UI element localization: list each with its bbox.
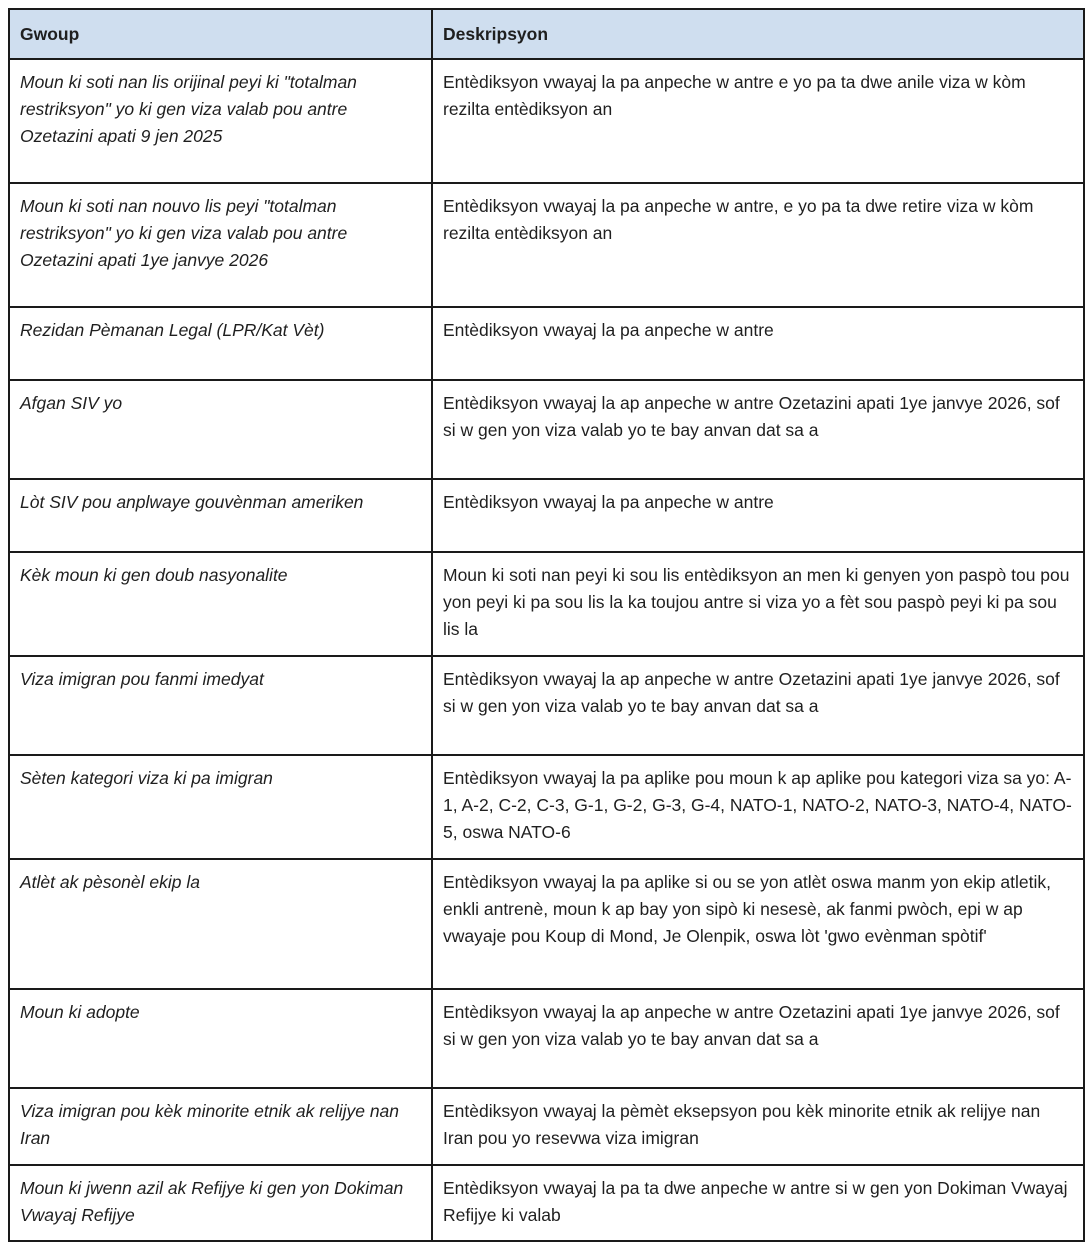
table-header-row — [9, 9, 1084, 59]
group-cell: Moun ki jwenn azil ak Refijye ki gen yon Dokiman Vwayaj Refijye — [9, 1165, 432, 1241]
header-group: Gwoup — [9, 9, 432, 59]
table-row — [9, 989, 1084, 1088]
table-row — [9, 859, 1084, 989]
group-cell: Moun ki soti nan lis orijinal peyi ki "totalman restriksyon" yo ki gen viza valab pou antre Ozetazini apati 9 jen 2025 — [9, 59, 432, 183]
group-cell: Kèk moun ki gen doub nasyonalite — [9, 552, 432, 656]
table-row — [9, 479, 1084, 552]
table-row — [9, 59, 1084, 183]
exemptions-table — [8, 8, 1085, 1242]
table-row — [9, 307, 1084, 380]
table-row — [9, 1165, 1084, 1241]
description-cell: Entèdiksyon vwayaj la ap anpeche w antre Ozetazini apati 1ye janvye 2026, sof si w gen yon viza valab yo te bay anvan dat sa a — [432, 380, 1084, 479]
table-row — [9, 380, 1084, 479]
group-cell: Sèten kategori viza ki pa imigran — [9, 755, 432, 859]
group-cell: Moun ki soti nan nouvo lis peyi "totalman restriksyon" yo ki gen viza valab pou antre Ozetazini apati 1ye janvye 2026 — [9, 183, 432, 307]
group-cell: Rezidan Pèmanan Legal (LPR/Kat Vèt) — [9, 307, 432, 380]
description-cell: Entèdiksyon vwayaj la pa anpeche w antre e yo pa ta dwe anile viza w kòm rezilta entèdiksyon an — [432, 59, 1084, 183]
description-cell: Entèdiksyon vwayaj la ap anpeche w antre Ozetazini apati 1ye janvye 2026, sof si w gen yon viza valab yo te bay anvan dat sa a — [432, 656, 1084, 755]
group-cell: Afgan SIV yo — [9, 380, 432, 479]
description-cell: Entèdiksyon vwayaj la pa ta dwe anpeche w antre si w gen yon Dokiman Vwayaj Refijye ki valab — [432, 1165, 1084, 1241]
group-cell: Viza imigran pou fanmi imedyat — [9, 656, 432, 755]
group-cell: Atlèt ak pèsonèl ekip la — [9, 859, 432, 989]
description-cell: Entèdiksyon vwayaj la pa anpeche w antre — [432, 307, 1084, 380]
exemptions-table-container — [8, 8, 1083, 1242]
description-cell: Entèdiksyon vwayaj la pa anpeche w antre, e yo pa ta dwe retire viza w kòm rezilta entèdiksyon an — [432, 183, 1084, 307]
table-row — [9, 552, 1084, 656]
description-cell: Moun ki soti nan peyi ki sou lis entèdiksyon an men ki genyen yon paspò tou pou yon peyi ki pa sou lis la ka toujou antre si viza yo a fèt sou paspò peyi ki pa sou lis la — [432, 552, 1084, 656]
description-cell: Entèdiksyon vwayaj la pèmèt eksepsyon pou kèk minorite etnik ak relijye nan Iran pou yo resevwa viza imigran — [432, 1088, 1084, 1165]
group-cell: Viza imigran pou kèk minorite etnik ak relijye nan Iran — [9, 1088, 432, 1165]
description-cell: Entèdiksyon vwayaj la pa aplike pou moun k ap aplike pou kategori viza sa yo: A-1, A-2, C-2, C-3, G-1, G-2, G-3, G-4, NATO-1, NATO-2, NATO-3, NATO-4, NATO-5, oswa NATO-6 — [432, 755, 1084, 859]
table-row — [9, 183, 1084, 307]
description-cell: Entèdiksyon vwayaj la pa aplike si ou se yon atlèt oswa manm yon ekip atletik, enkli antrenè, moun k ap bay yon sipò ki nesesè, ak fanmi pwòch, epi w ap vwayaje pou Koup di Mond, Je Olenpik, oswa lòt 'gwo evènman spòtif' — [432, 859, 1084, 989]
description-cell: Entèdiksyon vwayaj la pa anpeche w antre — [432, 479, 1084, 552]
table-row — [9, 755, 1084, 859]
header-description: Deskripsyon — [432, 9, 1084, 59]
table-row — [9, 1088, 1084, 1165]
group-cell: Lòt SIV pou anplwaye gouvènman ameriken — [9, 479, 432, 552]
description-cell: Entèdiksyon vwayaj la ap anpeche w antre Ozetazini apati 1ye janvye 2026, sof si w gen yon viza valab yo te bay anvan dat sa a — [432, 989, 1084, 1088]
group-cell: Moun ki adopte — [9, 989, 432, 1088]
table-row — [9, 656, 1084, 755]
